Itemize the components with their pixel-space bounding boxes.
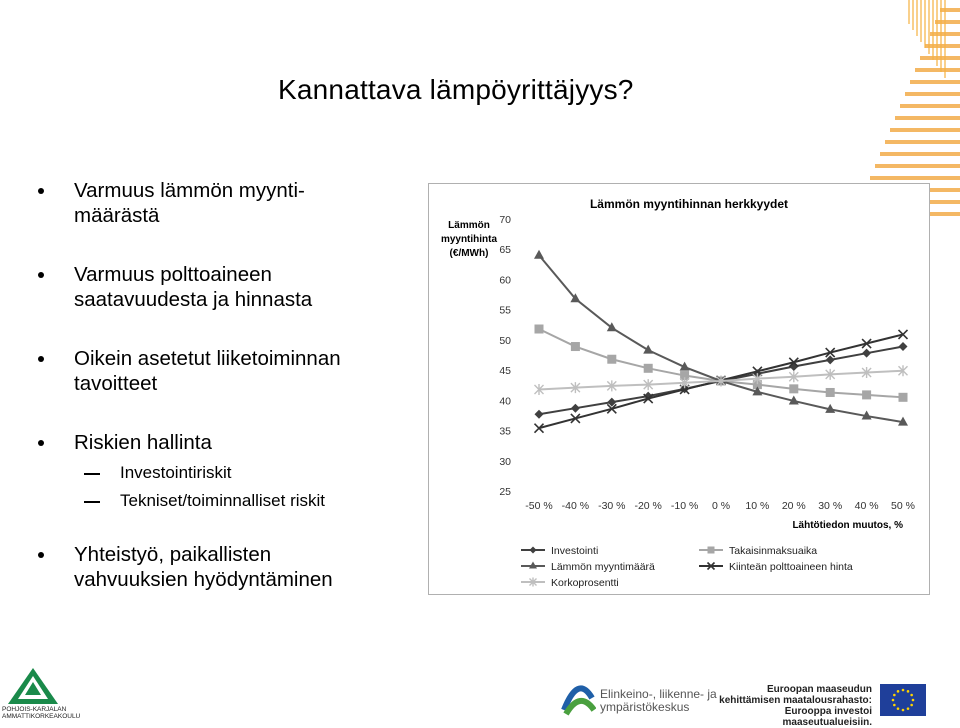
x-tick-label: -10 % — [670, 500, 699, 512]
sub-bullet-text: Tekniset/toiminnalliset riskit — [120, 491, 326, 510]
y-tick-label: 35 — [499, 425, 511, 438]
x-tick-label: 20 % — [781, 500, 806, 512]
bullet-text: Oikein asetetut liiketoiminnan tavoitteet — [74, 347, 341, 395]
y-tick-label: 65 — [499, 244, 511, 257]
series-line — [539, 255, 903, 422]
bullet-dot — [38, 440, 44, 446]
stripe — [940, 0, 942, 72]
pkamk-logo-icon — [6, 666, 60, 706]
data-point — [826, 388, 835, 397]
data-point — [530, 547, 537, 554]
stripe — [908, 0, 910, 24]
sub-bullet-item — [84, 463, 231, 483]
eu-star — [902, 689, 905, 692]
y-tick-label: 30 — [499, 455, 511, 468]
bullet-item — [38, 542, 418, 592]
y-tick-label: 60 — [499, 274, 511, 287]
stripe — [912, 0, 914, 30]
data-point — [571, 404, 580, 413]
stripe — [870, 176, 960, 180]
eu-flag-icon — [880, 684, 926, 716]
y-axis-label: Lämmön — [448, 220, 490, 231]
x-tick-label: -20 % — [634, 500, 662, 512]
footer — [0, 660, 960, 728]
stripe — [940, 8, 960, 12]
stripe — [944, 0, 946, 78]
eu-star — [893, 704, 896, 707]
stripe — [925, 44, 960, 48]
slide-title: Kannattava lämpöyrittäjyys? — [278, 74, 634, 105]
stripe — [905, 92, 960, 96]
sub-bullet-text: Investointiriskit — [120, 463, 232, 482]
bullet-dot — [38, 356, 44, 362]
y-tick-label: 50 — [499, 334, 511, 347]
data-point — [862, 349, 871, 358]
stripe — [890, 128, 960, 132]
sub-bullet-item — [84, 491, 325, 511]
bullet-text: Yhteistyö, paikallisten vahvuuksien hyödyntäminen — [74, 543, 333, 591]
data-point — [607, 355, 616, 364]
y-tick-label: 45 — [499, 365, 511, 378]
eu-star — [893, 694, 896, 697]
stripe — [885, 140, 960, 144]
stripe — [935, 20, 960, 24]
y-tick-label: 25 — [499, 486, 511, 498]
chart-canvas — [429, 184, 929, 594]
y-tick-label: 40 — [499, 395, 511, 408]
sub-bullet-dash — [84, 501, 100, 503]
eu-star — [912, 699, 915, 702]
data-point — [535, 325, 544, 334]
eu-star — [892, 699, 895, 702]
data-point — [862, 390, 871, 399]
eu-star — [897, 707, 900, 710]
x-tick-label: 40 % — [854, 500, 879, 512]
legend-label: Kiinteän polttoaineen hinta — [729, 561, 853, 573]
y-axis-label: (€/MWh) — [449, 248, 489, 259]
eu-star — [902, 709, 905, 712]
data-point — [644, 364, 653, 373]
sensitivity-chart — [428, 183, 930, 595]
x-tick-label: 0 % — [711, 500, 731, 512]
stripe — [910, 80, 960, 84]
data-point — [899, 342, 908, 351]
data-point — [899, 393, 908, 402]
bullet-item — [38, 178, 418, 228]
ely-logo-icon — [560, 680, 596, 716]
legend-label: Korkoprosentti — [551, 577, 619, 589]
stripe — [895, 116, 960, 120]
stripe — [932, 0, 934, 60]
legend-label: Lämmön myyntimäärä — [551, 561, 655, 573]
data-point — [535, 410, 544, 419]
x-tick-label: -40 % — [561, 500, 590, 512]
legend-label: Investointi — [551, 545, 599, 557]
x-tick-label: 50 % — [891, 500, 915, 512]
x-axis-label: Lähtötiedon muutos, % — [792, 520, 903, 531]
x-tick-label: -30 % — [598, 500, 626, 512]
stripe — [936, 0, 938, 66]
x-tick-label: 30 % — [818, 500, 843, 512]
x-tick-label: -50 % — [525, 500, 553, 512]
eu-star — [910, 694, 913, 697]
bullet-dot — [38, 188, 44, 194]
sub-bullet-dash — [84, 473, 100, 475]
legend-label: Takaisinmaksuaika — [729, 545, 818, 557]
y-tick-label: 70 — [499, 214, 511, 226]
bullet-text: Riskien hallinta — [74, 431, 212, 454]
stripe — [916, 0, 918, 36]
left-logo-text: POHJOIS-KARJALAN AMMATTIKORKEAKOULU — [2, 706, 81, 720]
data-point — [607, 322, 617, 331]
bullet-text: Varmuus polttoaineen saatavuudesta ja hinnasta — [74, 263, 313, 311]
eu-star — [907, 707, 910, 710]
eu-star — [897, 690, 900, 693]
stripe — [875, 164, 960, 168]
y-tick-label: 55 — [499, 304, 511, 317]
bullet-item — [38, 346, 418, 396]
x-tick-label: 10 % — [745, 500, 770, 512]
bullet-text: Varmuus lämmön myynti- määrästä — [74, 179, 305, 227]
data-point — [534, 250, 544, 259]
bullet-item — [38, 430, 418, 455]
eu-star — [910, 704, 913, 707]
stripe — [915, 68, 960, 72]
center-logo-text: Elinkeino-, liikenne- ja ympäristökeskus — [600, 687, 717, 714]
data-point — [789, 384, 798, 393]
chart-title: Lämmön myyntihinnan herkkyydet — [589, 197, 789, 211]
eu-star — [907, 690, 910, 693]
stripe — [924, 0, 926, 48]
bullet-dot — [38, 552, 44, 558]
data-point — [708, 547, 715, 554]
bullet-item — [38, 262, 418, 312]
stripe — [880, 152, 960, 156]
y-axis-label: myyntihinta — [440, 234, 498, 245]
stripe — [928, 0, 930, 54]
bullet-dot — [38, 272, 44, 278]
stripe — [900, 104, 960, 108]
right-logo-text: Euroopan maaseudun kehittämisen maatalousrahasto: Eurooppa investoi maaseutualueisiin. — [719, 684, 872, 728]
stripe — [920, 0, 922, 42]
data-point — [571, 342, 580, 351]
